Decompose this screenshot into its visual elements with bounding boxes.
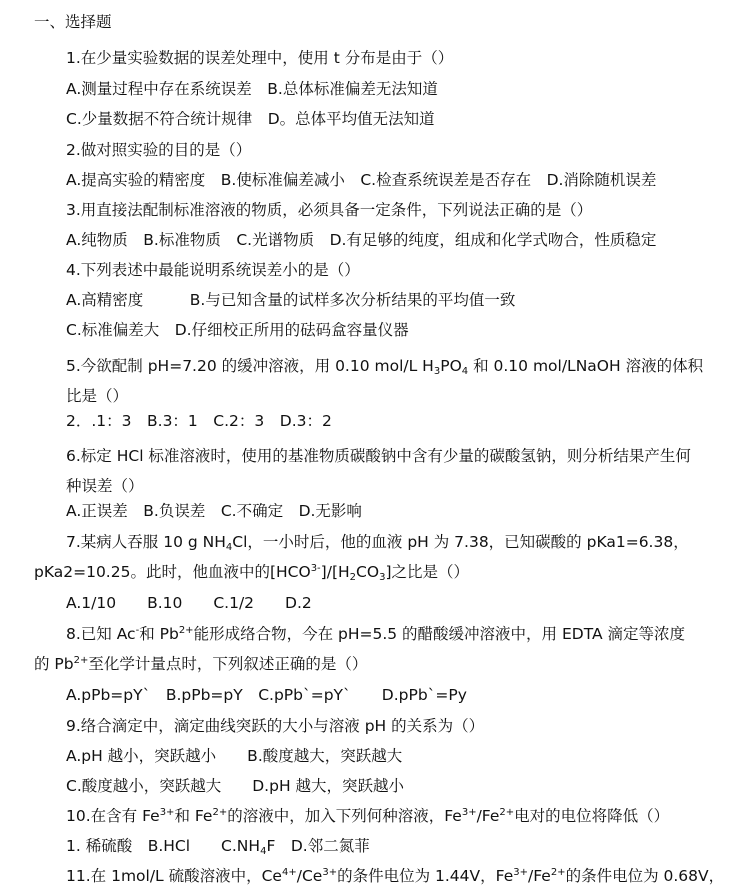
question-3-options: A.纯物质 B.标准物质 C.光谱物质 D.有足够的纯度，组成和化学式吻合，性质稳定 bbox=[66, 231, 657, 249]
question-5-stem: 5.今欲配制 pH=7.20 的缓冲溶液，用 0.10 mol/L $H_3PO_4$ 和 0.10 mol/LNaOH 溶液的体积比是（） bbox=[66, 357, 704, 405]
question-9-options-ab: A.pH 越小，突跃越小 B.酸度越大，突跃越大 bbox=[66, 747, 403, 765]
question-5-options: 2．.1：3 B.3：1 C.2：3 D.3：2 bbox=[66, 412, 332, 430]
question-4-stem: 4.下列表述中最能说明系统误差小的是（） bbox=[66, 261, 360, 279]
question-7-options: A.1/10 B.10 C.1/2 D.2 bbox=[66, 594, 312, 612]
question-2-options: A.提高实验的精密度 B.使标准偏差减小 C.检查系统误差是否存在 D.消除随机误差 bbox=[66, 171, 657, 189]
question-6-stem: 6.标定 HCl 标准溶液时，使用的基准物质碳酸钠中含有少量的碳酸氢钠，则分析结果产生何种误差（） bbox=[66, 447, 691, 495]
question-9-stem: 9.络合滴定中，滴定曲线突跃的大小与溶液 pH 的关系为（） bbox=[66, 717, 485, 735]
question-10-options: 1. 稀硫酸 B.HCl $C.NH_4F$ D.邻二氮菲 bbox=[66, 837, 370, 857]
question-7-stem-line2: pKa2=10.25。此时，他血液中的$[HCO^{3-}]/[H_2CO_3]$之比是（） bbox=[34, 563, 469, 583]
question-8-stem-line1: 8.已知 Ac-和 $Pb^{2+}$能形成络合物，今在 pH=5.5 的醋酸缓冲溶液中，用 EDTA 滴定等浓度 bbox=[66, 625, 686, 643]
question-1-stem: 1.在少量实验数据的误差处理中，使用 t 分布是由于（） bbox=[66, 49, 454, 67]
question-3-stem: 3.用直接法配制标准溶液的物质，必须具备一定条件，下列说法正确的是（） bbox=[66, 201, 593, 219]
question-11-stem: 11.在 1mol/L 硫酸溶液中，$Ce^{4+}/Ce^{3+}$的条件电位为 1.44V，$Fe^{3+}/Fe^{2+}$的条件电位为 0.68V， bbox=[66, 867, 725, 885]
question-4-options-cd: C.标准偏差大 D.仔细校正所用的砝码盒容量仪器 bbox=[66, 321, 409, 339]
question-2-stem: 2.做对照实验的目的是（） bbox=[66, 141, 252, 159]
question-7-stem-line1: 7.某病人吞服 10 g $NH_4Cl$，一小时后，他的血液 pH 为 7.38，已知碳酸的 pKa1=6.38， bbox=[66, 533, 689, 553]
question-9-options-cd: C.酸度越小，突跃越大 D.pH 越大，突跃越小 bbox=[66, 777, 405, 795]
section-title: 一、选择题 bbox=[34, 13, 112, 31]
question-8-options: A.pPb=pY` B.pPb=pY C.pPb`=pY` D.pPb`=Py bbox=[66, 686, 467, 704]
question-10-stem: 10.在含有 $Fe^{3+}$和 $Fe^{2+}$的溶液中，加入下列何种溶液，$Fe^{3+}/Fe^{2+}$电对的电位将降低（） bbox=[66, 807, 670, 825]
question-6-options: A.正误差 B.负误差 C.不确定 D.无影响 bbox=[66, 502, 362, 520]
question-1-options-ab: A.测量过程中存在系统误差 B.总体标准偏差无法知道 bbox=[66, 80, 438, 98]
question-4-options-ab: A.高精密度 B.与已知含量的试样多次分析结果的平均值一致 bbox=[66, 291, 516, 309]
question-8-stem-line2: 的 $Pb^{2+}$至化学计量点时，下列叙述正确的是（） bbox=[34, 655, 368, 673]
question-1-options-cd: C.少量数据不符合统计规律 D。总体平均值无法知道 bbox=[66, 110, 435, 128]
